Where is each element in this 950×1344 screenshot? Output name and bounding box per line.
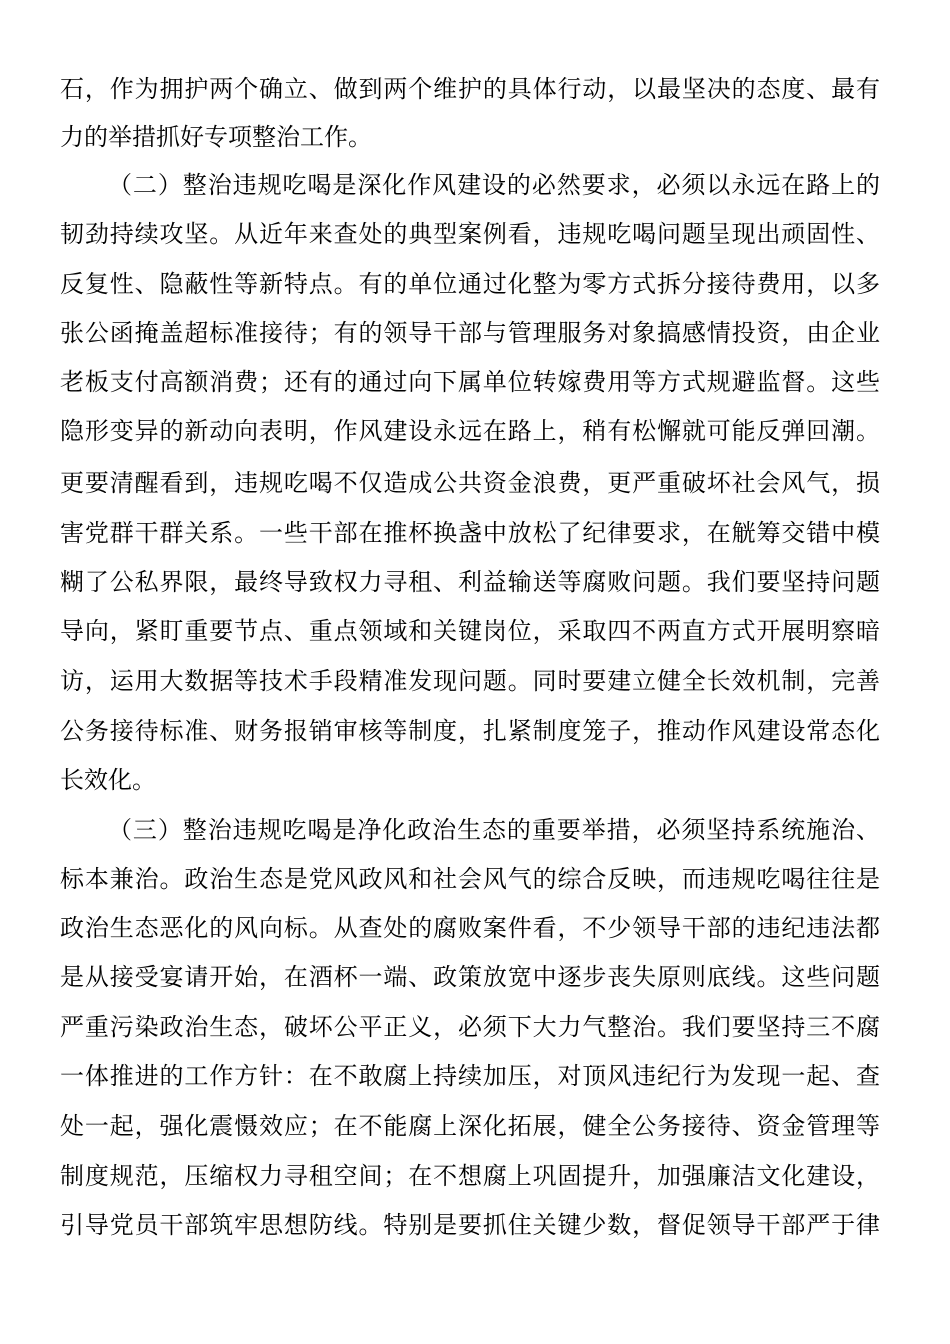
paragraph-2-line-12: 公务接待标准、财务报销审核等制度，扎紧制度笼子，推动作风建设常态化 <box>60 717 880 745</box>
paragraph-3-line-1: （三）整治违规吃喝是净化政治生态的重要举措，必须坚持系统施治、 <box>108 816 880 844</box>
paragraph-2-line-6: 隐形变异的新动向表明，作风建设永远在路上，稍有松懈就可能反弹回潮。 <box>60 417 880 445</box>
paragraph-2-line-8: 害党群干群关系。一些干部在推杯换盏中放松了纪律要求，在觥筹交错中模 <box>60 519 880 547</box>
paragraph-2-line-11: 访，运用大数据等技术手段精准发现问题。同时要建立健全长效机制，完善 <box>60 667 880 695</box>
paragraph-1-line-1: 石，作为拥护两个确立、做到两个维护的具体行动，以最坚决的态度、最有 <box>60 75 880 103</box>
paragraph-1-line-2: 力的举措抓好专项整治工作。 <box>60 123 372 151</box>
paragraph-3-line-7: 处一起，强化震慑效应；在不能腐上深化拓展，健全公务接待、资金管理等 <box>60 1112 880 1140</box>
paragraph-3-line-6: 一体推进的工作方针：在不敢腐上持续加压，对顶风违纪行为发现一起、查 <box>60 1062 880 1090</box>
paragraph-3-line-3: 政治生态恶化的风向标。从查处的腐败案件看，不少领导干部的违纪违法都 <box>60 914 880 942</box>
paragraph-3-line-9: 引导党员干部筑牢思想防线。特别是要抓住关键少数，督促领导干部严于律 <box>60 1211 880 1239</box>
paragraph-2-line-2: 韧劲持续攻坚。从近年来查处的典型案例看，违规吃喝问题呈现出顽固性、 <box>60 220 880 248</box>
paragraph-2-line-10: 导向，紧盯重要节点、重点领域和关键岗位，采取四不两直方式开展明察暗 <box>60 617 880 645</box>
paragraph-2-line-1: （二）整治违规吃喝是深化作风建设的必然要求，必须以永远在路上的 <box>108 171 880 199</box>
paragraph-2-line-5: 老板支付高额消费；还有的通过向下属单位转嫁费用等方式规避监督。这些 <box>60 368 880 396</box>
paragraph-2-line-3: 反复性、隐蔽性等新特点。有的单位通过化整为零方式拆分接待费用，以多 <box>60 270 880 298</box>
paragraph-3-line-2: 标本兼治。政治生态是党风政风和社会风气的综合反映，而违规吃喝往往是 <box>60 865 880 893</box>
paragraph-2-line-9: 糊了公私界限，最终导致权力寻租、利益输送等腐败问题。我们要坚持问题 <box>60 568 880 596</box>
paragraph-3-line-8: 制度规范，压缩权力寻租空间；在不想腐上巩固提升，加强廉洁文化建设， <box>60 1162 880 1190</box>
paragraph-3-line-4: 是从接受宴请开始，在酒杯一端、政策放宽中逐步丧失原则底线。这些问题 <box>60 963 880 991</box>
paragraph-2-line-4: 张公函掩盖超标准接待；有的领导干部与管理服务对象搞感情投资，由企业 <box>60 319 880 347</box>
paragraph-3-line-5: 严重污染政治生态，破坏公平正义，必须下大力气整治。我们要坚持三不腐 <box>60 1013 880 1041</box>
paragraph-2-line-7: 更要清醒看到，违规吃喝不仅造成公共资金浪费，更严重破坏社会风气，损 <box>60 469 880 497</box>
paragraph-2-line-13: 长效化。 <box>60 766 156 794</box>
